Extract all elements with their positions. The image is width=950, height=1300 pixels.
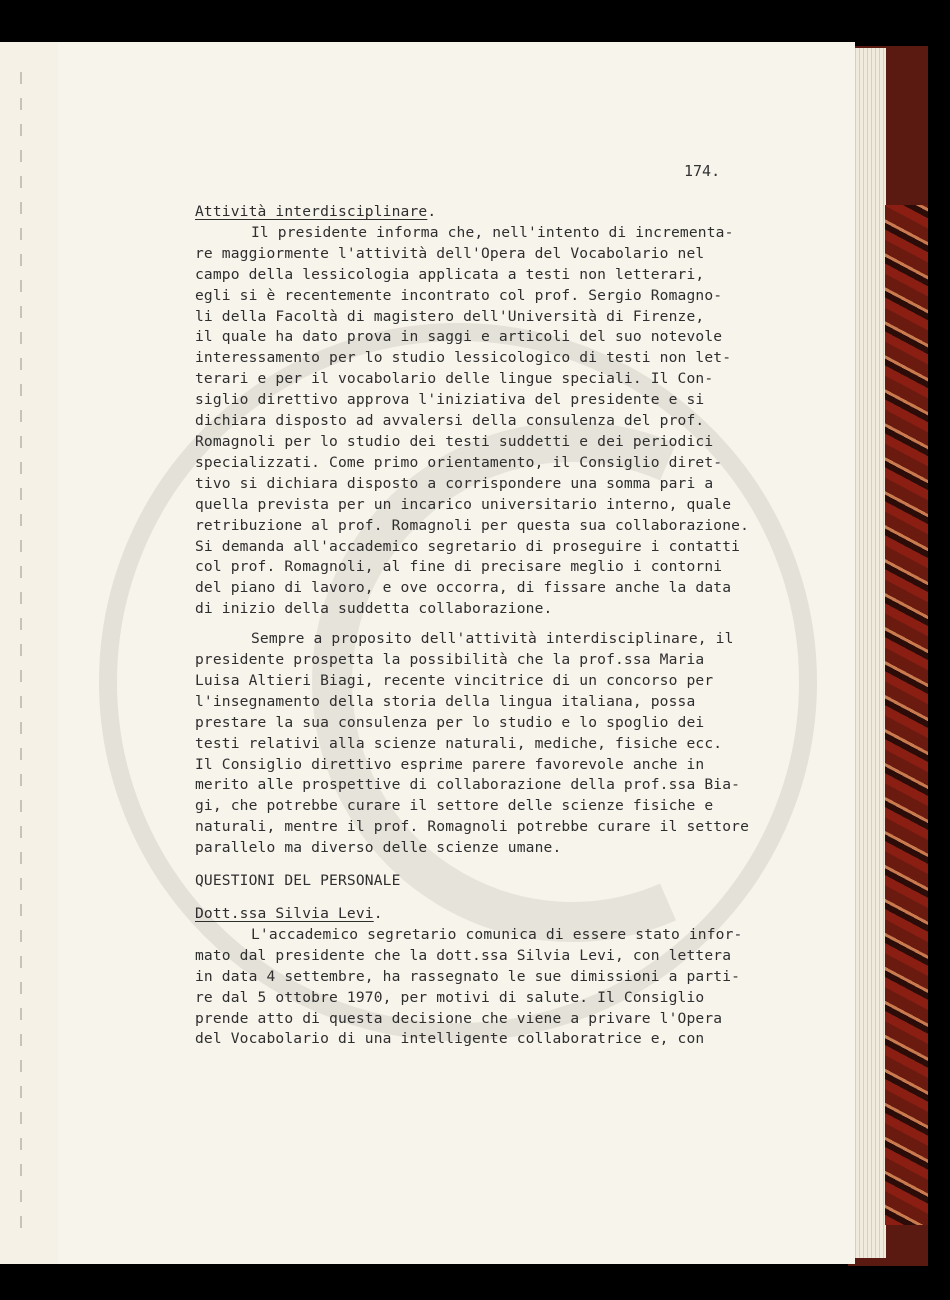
page-number: 174.: [684, 162, 721, 180]
heading-punct: .: [427, 203, 437, 220]
marbled-endpaper: [885, 205, 928, 1225]
heading-text: Dott.ssa Silvia Levi: [195, 905, 374, 922]
heading-punct: .: [373, 905, 383, 922]
section-heading-attivita: [195, 202, 775, 223]
heading-text: Attività interdisciplinare: [195, 203, 428, 220]
paragraph: Il presidente informa che, nell'intento di incrementa- re maggiormente l'attività dell'Opera del Vocabolario nel campo della lessicologia applicata a testi non letterari, egli si è recentemente incontrato col prof. Sergio Romagno- li della Facoltà di magistero dell'Università di Firenze, il quale ha dato prova in saggi e articoli del suo notevole interessamento per lo studio lessicologico di testi non let- terari e per il vocabolario delle lingue speciali. Il Con- siglio direttivo approva l'iniziativa del presidente e si dichiara disposto ad avvalersi della consulenza del prof. Romagnoli per lo studio dei testi suddetti e dei periodici specializzati. Come primo orientamento, il Consiglio diret- tivo si dichiara disposto a corrispondere una somma pari a quella prevista per un incarico universitario interno, quale retribuzione al prof. Romagnoli per questa sua collaborazione. Si demanda all'accademico segretario di proseguire i contatti col prof. Romagnoli, al fine di precisare meglio i contorni del piano di lavoro, e ove occorra, di fissare anche la data di inizio della suddetta collaborazione.: [195, 223, 750, 618]
document-page: [58, 42, 855, 1264]
paragraph: Sempre a proposito dell'attività interdisciplinare, il presidente prospetta la possibilità che la prof.ssa Maria Luisa Altieri Biagi, recente vincitrice di un concorso per l'insegnamento della storia della lingua italiana, possa prestare la sua consulenza per lo studio e lo spoglio dei testi relativi alla scienze naturali, mediche, fisiche ecc. Il Consiglio direttivo esprime parere favorevole anche in merito alle prospettive di collaborazione della prof.ssa Bia- gi, che potrebbe curare il settore delle scienze fisiche e naturali, mentre il prof. Romagnoli potrebbe curare il settore parallelo ma diverso delle scienze umane.: [195, 630, 750, 857]
left-page-edge: [0, 42, 58, 1264]
binding-holes: [20, 72, 22, 1234]
paragraph: L'accademico segretario comunica di essere stato infor- mato dal presidente che la dott.ssa Silvia Levi, con lettera in data 4 settembre, ha rassegnato le sue dimissioni a parti- re dal 5 ottobre 1970, per motivi di salute. Il Consiglio prende atto di questa decisione che viene a privare l'Opera del Vocabolario di una intelligente collaboratrice e, con: [195, 925, 743, 1048]
page-body: [195, 202, 775, 1050]
section-heading-personale: QUESTIONI DEL PERSONALE: [195, 872, 401, 890]
section-heading-levi: [195, 904, 775, 925]
